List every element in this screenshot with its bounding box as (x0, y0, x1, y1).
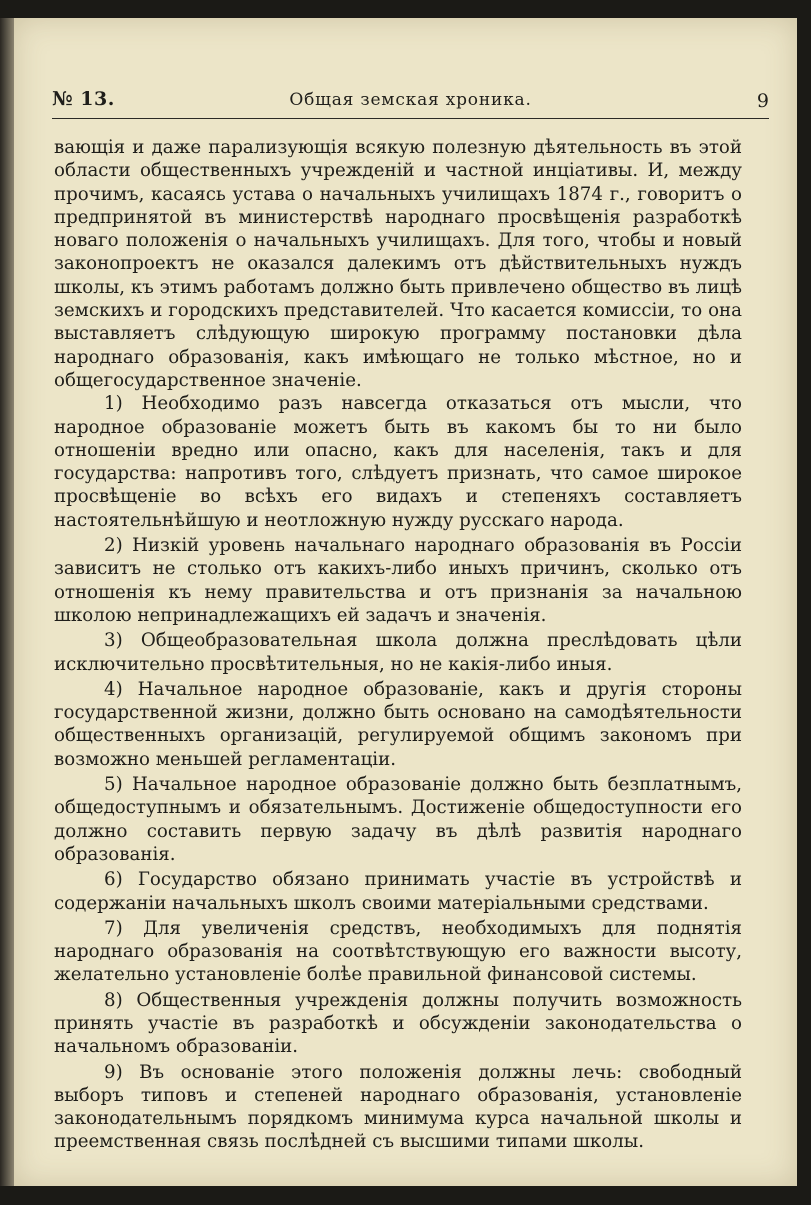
paragraph-intro-continuation: вающія и даже парализующія всякую полезную дѣятельность въ этой области общественныхъ учрежденій и частной инціативы. И, между прочимъ, касаясь устава о начальныхъ училищахъ 1874 г., говоритъ о предпринятой въ министерствѣ народнаго просвѣщенія разработкѣ новаго положенія о начальныхъ училищахъ. Для того, чтобы и новый законопроектъ не оказался далекимъ отъ дѣйствительныхъ нуждъ школы, къ этимъ работамъ должно быть привлечено общество въ лицѣ земскихъ и городскихъ представителей. Что касается комиссіи, то она выставляетъ слѣдующую широкую программу постановки дѣла народнаго образованія, какъ имѣющаго не только мѣстное, но и общегосударственное значеніе. (54, 137, 742, 391)
body-text (54, 136, 742, 1154)
list-item-8: 8) Общественныя учрежденія должны получить возможность принять участіе въ разработкѣ и обсужденіи законодательства о начальномъ образованіи. (54, 989, 742, 1058)
issue-number: № 13. (52, 88, 115, 110)
running-header (52, 84, 769, 119)
list-item-2: 2) Низкій уровень начальнаго народнаго образованія въ Россіи зависитъ не столько отъ какихъ-либо иныхъ причинъ, сколько отъ отношенія къ нему правительства и отъ признанія за начальною школою непринадлежащихъ ей задачъ и значенія. (54, 535, 742, 626)
section-title: Общая земская хроника. (289, 90, 532, 110)
page-number: 9 (756, 90, 769, 112)
book-spine-edge (0, 18, 14, 1186)
list-item-9: 9) Въ основаніе этого положенія должны лечь: свободный выборъ типовъ и степеней народнаго образованія, установленіе законодательнымъ порядкомъ минимума курса начальной школы и преемственная связь послѣдней съ высшими типами школы. (54, 1061, 742, 1153)
list-item-5: 5) Начальное народное образованіе должно быть безплатнымъ, общедоступнымъ и обязательнымъ. Достиженіе общедоступности его должно составить первую задачу въ дѣлѣ развитія народнаго образованія. (54, 774, 742, 865)
list-item-1: 1) Необходимо разъ навсегда отказаться отъ мысли, что народное образованіе можетъ быть въ какомъ бы то ни было отношеніи вредно или опасно, какъ для населенія, такъ и для государства: напротивъ того, слѣдуетъ признать, что самое широкое просвѣщеніе во всѣхъ его видахъ и степеняхъ составляетъ настоятельнѣйшую и неотложную нужду русскаго народа. (54, 393, 742, 531)
list-item-7: 7) Для увеличенія средствъ, необходимыхъ для поднятія народнаго образованія на соотвѣтствующую его важности высоту, желательно установленіе болѣе правильной финансовой системы. (54, 917, 742, 986)
list-item-3: 3) Общеобразовательная школа должна преслѣдовать цѣли исключительно просвѣтительныя, но не какія-либо иныя. (54, 630, 742, 675)
list-item-6: 6) Государство обязано принимать участіе въ устройствѣ и содержаніи начальныхъ школъ своими матеріальными средствами. (54, 869, 742, 914)
list-item-4: 4) Начальное народное образованіе, какъ и другія стороны государственной жизни, должно быть основано на самодѣятельности общественныхъ организацій, регулируемой общимъ закономъ при возможно меньшей регламентаціи. (54, 678, 742, 770)
